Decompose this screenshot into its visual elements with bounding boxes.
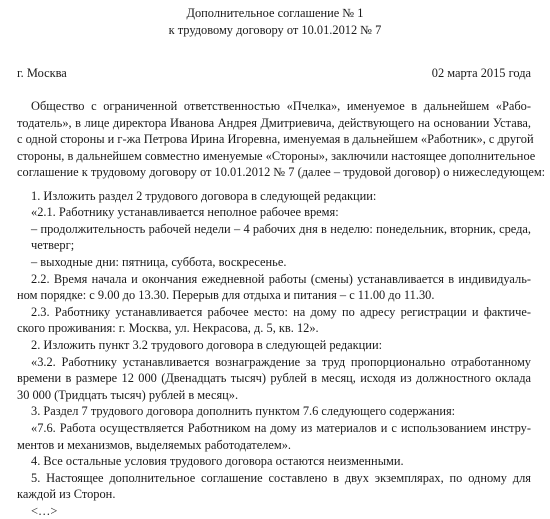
ellipsis: <…> xyxy=(31,504,58,518)
clause-3-2-cont: 30 000 (Тридцать тысяч) рублей в месяц». xyxy=(17,387,239,402)
preamble-line: Общество с ограниченной ответственностью «Пчелка», именуемое в дальнейшем «Рабо- xyxy=(31,99,531,113)
clause-2-1-item: – продолжительность рабочей недели – 4 рабочих дня в неделю: понедельник, вторник, среда, xyxy=(31,221,531,236)
preamble-line: стороны, в дальнейшем совместно именуемые «Стороны», заключили настоящее дополнительное xyxy=(17,148,536,163)
clause-2-3: 2.3. Работнику устанавливается рабочее место: на дому по адресу регистрации и фактиче- xyxy=(31,304,531,319)
document-date: 02 марта 2015 года xyxy=(431,65,531,80)
clause-7-6-cont: ментов и механизмов, выделяемых работодателем». xyxy=(17,437,292,452)
preamble-line: с одной стороны и г-жа Петрова Ирина Игоревна, именуемая в дальнейшем «Работник», с другой xyxy=(17,132,534,147)
place-date-row xyxy=(17,65,531,81)
city: г. Москва xyxy=(17,65,67,80)
preamble-line: соглашение к трудовому договору от 10.01.2012 № 7 (далее – трудовой договор) о нижеследующем: xyxy=(17,165,546,180)
clause-2: 2. Изложить пункт 3.2 трудового договора в следующей редакции: xyxy=(31,338,383,352)
clause-4: 4. Все остальные условия трудового договора остаются неизменными. xyxy=(31,454,404,469)
clause-3: 3. Раздел 7 трудового договора дополнить пунктом 7.6 следующего содержания: xyxy=(31,404,456,419)
preamble-line: тодатель», в лице директора Иванова Андрея Дмитриевича, действующего на основании Устава, xyxy=(17,115,531,130)
clause-2-2-cont: ном порядке: с 9.00 до 13.30. Перерыв для отдыха и питания – с 11.00 до 11.30. xyxy=(17,288,435,303)
clause-2-2: 2.2. Время начала и окончания ежедневной работы (смены) устанавливается в индивидуаль- xyxy=(31,271,531,286)
clause-2-3-cont: ского проживания: г. Москва, ул. Некрасова, д. 5, кв. 12». xyxy=(17,321,319,336)
document-subtitle: к трудовому договору от 10.01.2012 № 7 xyxy=(168,22,382,37)
clause-2-1-item: – выходные дни: пятница, суббота, воскресенье. xyxy=(31,255,287,269)
clause-5-cont: каждой из Сторон. xyxy=(17,487,116,502)
clause-1: 1. Изложить раздел 2 трудового договора в следующей редакции: xyxy=(31,188,377,203)
clause-2-1: «2.1. Работнику устанавливается неполное рабочее время: xyxy=(31,205,339,220)
clause-5: 5. Настоящее дополнительное соглашение составлено в двух экземплярах, по одному для xyxy=(31,470,531,485)
clause-7-6: «7.6. Работа осуществляется Работником на дому из материалов и с использованием инстру- xyxy=(31,421,531,435)
clause-3-2-cont: времени в размере 12 000 (Двенадцать тысяч) рублей в месяц, исходя из должностного оклада xyxy=(17,371,531,386)
clause-3-2: «3.2. Работнику устанавливается вознаграждение за труд пропорционально отработанному xyxy=(31,354,531,369)
document-title: Дополнительное соглашение № 1 xyxy=(186,6,364,20)
clause-2-1-item-cont: четверг; xyxy=(31,238,75,253)
